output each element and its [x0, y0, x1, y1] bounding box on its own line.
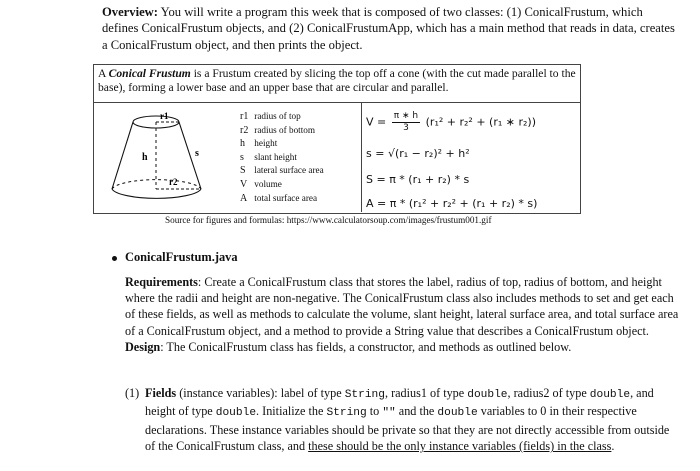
legend-desc: radius of top: [254, 111, 301, 121]
legend-row: [240, 124, 324, 138]
requirements-paragraph: [125, 274, 680, 355]
fields-label: Fields: [145, 386, 177, 400]
legend-symbol: A: [240, 192, 248, 204]
fields-t5: . Initialize the: [256, 404, 327, 419]
definition-prefix: A: [98, 67, 109, 80]
fields-t7: and the: [395, 404, 438, 419]
type-double: double: [437, 407, 478, 420]
legend-symbol: V: [240, 178, 248, 190]
legend-desc: total surface area: [254, 192, 318, 203]
fields-text: [145, 385, 680, 455]
fields-t2: , radius1 of type: [384, 386, 468, 400]
type-double: double: [215, 407, 257, 420]
fraction-numerator: π ∗ h: [393, 111, 419, 121]
h-label: h: [142, 152, 148, 163]
legend-symbol: s: [240, 151, 244, 163]
legend-desc: slant height: [254, 151, 297, 162]
frustum-info-box: [93, 64, 581, 214]
variable-legend: [240, 110, 324, 205]
fields-t6: to: [366, 404, 383, 419]
volume-fraction: [392, 111, 420, 134]
empty-string-literal: "": [382, 407, 396, 420]
s-label: s: [195, 148, 199, 159]
fields-t8: variables to 0 in their respective declarations. These instance variables should be private so that they are not directly accessible from outside of the ConicalFrustum class, and: [145, 404, 670, 454]
design-label: Design: [125, 339, 161, 354]
legend-symbol: r1: [240, 111, 249, 122]
fraction-denominator: 3: [403, 123, 409, 133]
total-area-formula: A = π * (r₁² + r₂² + (r₁ + r₂) * s): [366, 197, 538, 210]
volume-formula: [366, 111, 536, 134]
requirements-text: : Create a ConicalFrustum class that stores the label, radius of top, radius of bottom, and height where the radii and height are non-negative. The ConicalFrustum class also includes methods to set and get each of these fields, as well as methods to calculate the volume, slant height, lateral surface area, and total surface area of a ConicalFrustum object, and a method to provide a String value that describes a ConicalFrustum object.: [125, 275, 679, 338]
legend-desc: lateral surface area: [254, 165, 324, 176]
fields-underlined-text: these should be the only instance variables (fields) in the class: [308, 439, 612, 454]
legend-row: [240, 178, 324, 192]
design-text: : The ConicalFrustum class has fields, a constructor, and methods as outlined below.: [160, 339, 572, 354]
type-double: double: [467, 389, 508, 401]
box-divider: [94, 102, 580, 103]
type-string: String: [344, 389, 385, 401]
legend-row: [240, 137, 324, 151]
r2-label: r2: [169, 177, 178, 187]
fields-number: (1): [125, 386, 140, 400]
section-heading: ConicalFrustum.java: [125, 250, 238, 264]
type-double: double: [589, 389, 631, 401]
overview-paragraph: [102, 4, 677, 53]
legend-desc: height: [254, 138, 278, 149]
legend-desc: radius of bottom: [254, 124, 316, 135]
slant-height-formula: s = √(r₁ − r₂)² + h²: [366, 147, 470, 160]
legend-row: [240, 151, 324, 165]
type-string: String: [326, 407, 367, 420]
frustum-diagram: [104, 109, 216, 209]
volume-rhs: (r₁² + r₂² + (r₁ ∗ r₂)): [425, 115, 536, 129]
legend-formula-divider: [361, 103, 362, 212]
overview-label: Overview:: [102, 5, 158, 19]
frustum-definition: [98, 67, 576, 96]
fields-t3: , radius2 of type: [507, 386, 590, 400]
legend-desc: volume: [254, 178, 282, 189]
fields-end: .: [611, 439, 615, 454]
requirements-label: Requirements: [125, 275, 198, 289]
lateral-area-formula: S = π * (r₁ + r₂) * s: [366, 173, 470, 186]
fields-t1: (instance variables): label of type: [176, 386, 345, 400]
legend-row: [240, 164, 324, 178]
r1-label: r1: [160, 111, 169, 121]
definition-text: is a Frustum created by slicing the top off a cone (with the cut made parallel to the base), forming a lower base and an upper base that are circular and parallel.: [98, 67, 576, 95]
left-slant-edge: [112, 122, 133, 189]
bullet-icon: [112, 256, 117, 261]
source-note: Source for figures and formulas: https://www.calculatorsoup.com/images/frustum001.gif: [165, 215, 492, 225]
definition-term: Conical Frustum: [108, 67, 191, 80]
fields-t4: , and height of type: [145, 386, 654, 419]
overview-text: You will write a program this week that is composed of two classes: (1) ConicalFrustum, which defines ConicalFrustum objects, and (2) ConicalFrustumApp, which has a main method that reads in data, creates a ConicalFrustum object, and then prints the object.: [102, 5, 675, 52]
volume-lhs: V =: [366, 115, 387, 129]
legend-symbol: r2: [240, 124, 249, 136]
legend-row: [240, 110, 324, 124]
legend-symbol: h: [240, 138, 245, 150]
legend-row: [240, 192, 324, 206]
bottom-base-front: [112, 189, 201, 198]
legend-symbol: S: [240, 165, 246, 177]
